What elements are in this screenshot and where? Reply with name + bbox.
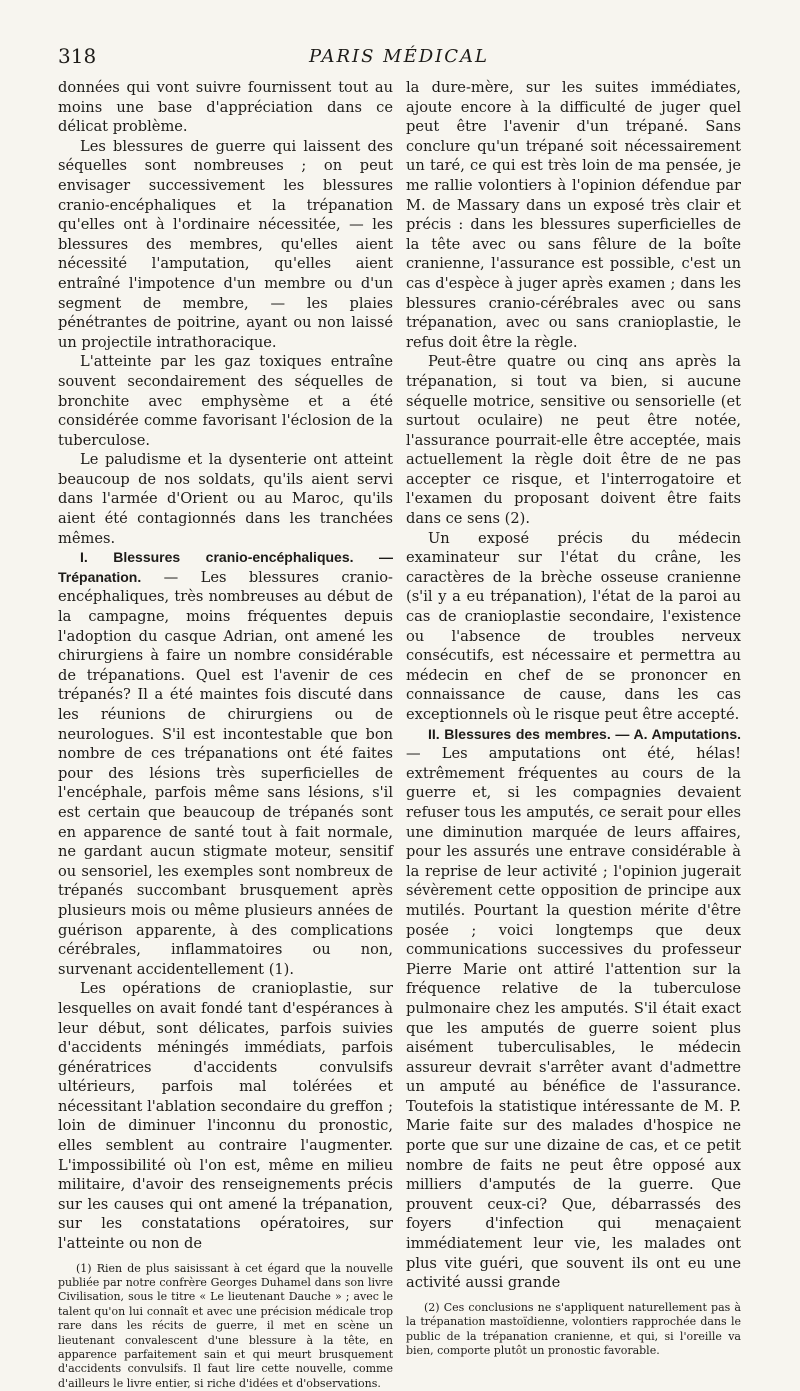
running-head: PARIS MÉDICAL (308, 46, 489, 67)
footnote: (2) Ces conclusions ne s'appliquent naturellement pas à la trépanation mastoïdienne, volontiers rapprochée dans le public de la trépanation cranienne, et qui, si l'oreille va bien, comporte plutôt un pronostic favorable. (406, 1300, 741, 1358)
page-header (58, 44, 740, 70)
paragraph: Le paludisme et la dysenterie ont atteint beaucoup de nos soldats, qu'ils aient servi dans l'armée d'Orient ou au Maroc, qu'ils aient été contagionnés dans les tranchées mêmes. (58, 451, 393, 547)
paragraph: L'atteinte par les gaz toxiques entraîne souvent secondairement des séquelles de bronchite avec emphysème et a été considérée comme favorisant l'éclosion de la tuberculose. (58, 353, 393, 449)
paragraph: la dure-mère, sur les suites immédiates, ajoute encore à la difficulté de juger quel peut être l'avenir d'un trépané. Sans conclure qu'un trépané soit nécessairement un taré, ce qui est très loin de ma pensée, je me rallie volontiers à l'opinion défendue par M. de Massary dans un exposé très clair et précis : dans les blessures superficielles de la tête avec ou sans fêlure de la boîte cranienne, l'assurance est possible, c'est un cas d'espèce à juger après examen ; dans les blessures cranio-cérébrales avec ou sans trépanation, avec ou sans cranioplastie, le refus doit être la règle. (406, 79, 741, 351)
section-paragraph (406, 725, 741, 1293)
paragraph: Peut-être quatre ou cinq ans après la trépanation, si tout va bien, si aucune séquelle motrice, sensitive ou sensorielle (et surtout oculaire) ne peut être notée, l'assurance pourrait-elle être acceptée, mais actuellement la règle doit être de ne pas accepter ce risque, et l'interrogatoire et l'examen du proposant doivent être faits dans ce sens (2). (406, 353, 741, 528)
left-column (58, 78, 393, 1391)
section-paragraph (58, 548, 393, 979)
section-text: — Les amputations ont été, hélas! extrêmement fréquentes au cours de la guerre et, si les compagnies devaient refuser tous les amputés, ce serait pour elles une diminution marquée de leurs affaires, pour les assurés une entrave considérable à la reprise de leur activité ; l'opinion jugerait sévèrement cette opposition de principe aux mutilés. Pourtant la question mérite d'être posée ; voici longtemps que deux communications successives du professeur Pierre Marie ont attiré l'attention sur la fréquence relative de la tuberculose pulmonaire chez les amputés. S'il était exact que les amputés de guerre soient plus aisément tuberculisables, le médecin assureur devrait s'arrêter avant d'admettre un amputé au bénéfice de l'assurance. Toutefois la statistique intéressante de M. P. Marie faite sur des malades d'hospice ne porte que sur une dizaine de cas, et ce petit nombre de faits ne peut être opposé aux milliers d'amputés de la guerre. Que prouvent ceux-ci? Que, débarrassés des foyers d'infection qui menaçaient immédiatement leur vie, les malades ont plus vite guéri, que souvent ils ont eu une activité aussi grande (406, 745, 741, 1292)
section-heading: I. Blessures cranio-encéphaliques. — Trépanation. (58, 549, 393, 585)
right-column (406, 78, 741, 1358)
section-heading: II. Blessures des membres. — A. Amputations. (428, 725, 741, 742)
footnotes (58, 1262, 393, 1391)
footnote: (1) Rien de plus saisissant à cet égard que la nouvelle publiée par notre confrère Georges Duhamel dans son livre Civilisation, sous le titre « Le lieutenant Dauche » ; avec le talent qu'on lui connaît et avec une précision médicale trop rare dans les récits de guerre, il met en scène un lieutenant convalescent d'une blessure à la tête, en apparence parfaitement sain et qui meurt brusquement d'accidents convulsifs. Il faut lire cette nouvelle, comme d'ailleurs le livre entier, si riche d'idées et d'observations. (58, 1261, 393, 1390)
paragraph: Un exposé précis du médecin examinateur sur l'état du crâne, les caractères de la brèche osseuse cranienne (s'il y a eu trépanation), l'état de la paroi au cas de cranioplastie secondaire, l'existence ou l'absence de troubles nerveux consécutifs, est nécessaire et permettra au médecin en chef de se prononcer en connaissance de cause, dans les cas exceptionnels où le risque peut être accepté. (406, 529, 741, 723)
footnotes (406, 1301, 741, 1359)
page-number: 318 (58, 44, 97, 68)
paragraph: Les blessures de guerre qui laissent des séquelles sont nombreuses ; on peut envisager successivement les blessures cranio-encéphaliques et la trépanation qu'elles ont à l'ordinaire nécessitée, — les blessures des membres, qu'elles aient nécessité l'amputation, qu'elles aient entraîné l'impotence d'un membre ou d'un segment de membre, — les plaies pénétrantes de poitrine, ayant ou non laissé un projectile intrathoracique. (58, 137, 393, 351)
section-text: — Les blessures cranio-encéphaliques, très nombreuses au début de la campagne, moins fréquentes depuis l'adoption du casque Adrian, ont amené les chirurgiens à faire un nombre considérable de trépanations. Quel est l'avenir de ces trépanés? Il a été maintes fois discuté dans les réunions de chirurgiens ou de neurologues. S'il est incontestable que bon nombre de ces trépanations ont été faites pour des lésions très superficielles de l'encéphale, parfois même sans lésions, s'il est certain que beaucoup de trépanés sont en apparence de santé tout à fait normale, ne gardant aucun stigmate moteur, sensitif ou sensoriel, les exemples sont nombreux de trépanés succombant brusquement après plusieurs mois ou même plusieurs années de guérison apparente, à des complications cérébrales, inflammatoires ou non, survenant accidentellement (1). (58, 568, 393, 978)
paragraph: données qui vont suivre fournissent tout au moins une base d'appréciation dans ce délicat problème. (58, 79, 393, 136)
paragraph: Les opérations de cranioplastie, sur lesquelles on avait fondé tant d'espérances à leur début, sont délicates, parfois suivies d'accidents méningés immédiats, parfois génératrices d'accidents convulsifs ultérieurs, parfois mal tolérées et nécessitant l'ablation secondaire du greffon ; loin de diminuer l'inconnu du pronostic, elles semblent au contraire l'augmenter. L'impossibilité où l'on est, même en milieu militaire, d'avoir des renseignements précis sur les causes qui ont amené la trépanation, sur les constatations opératoires, sur l'atteinte ou non de (58, 980, 393, 1253)
